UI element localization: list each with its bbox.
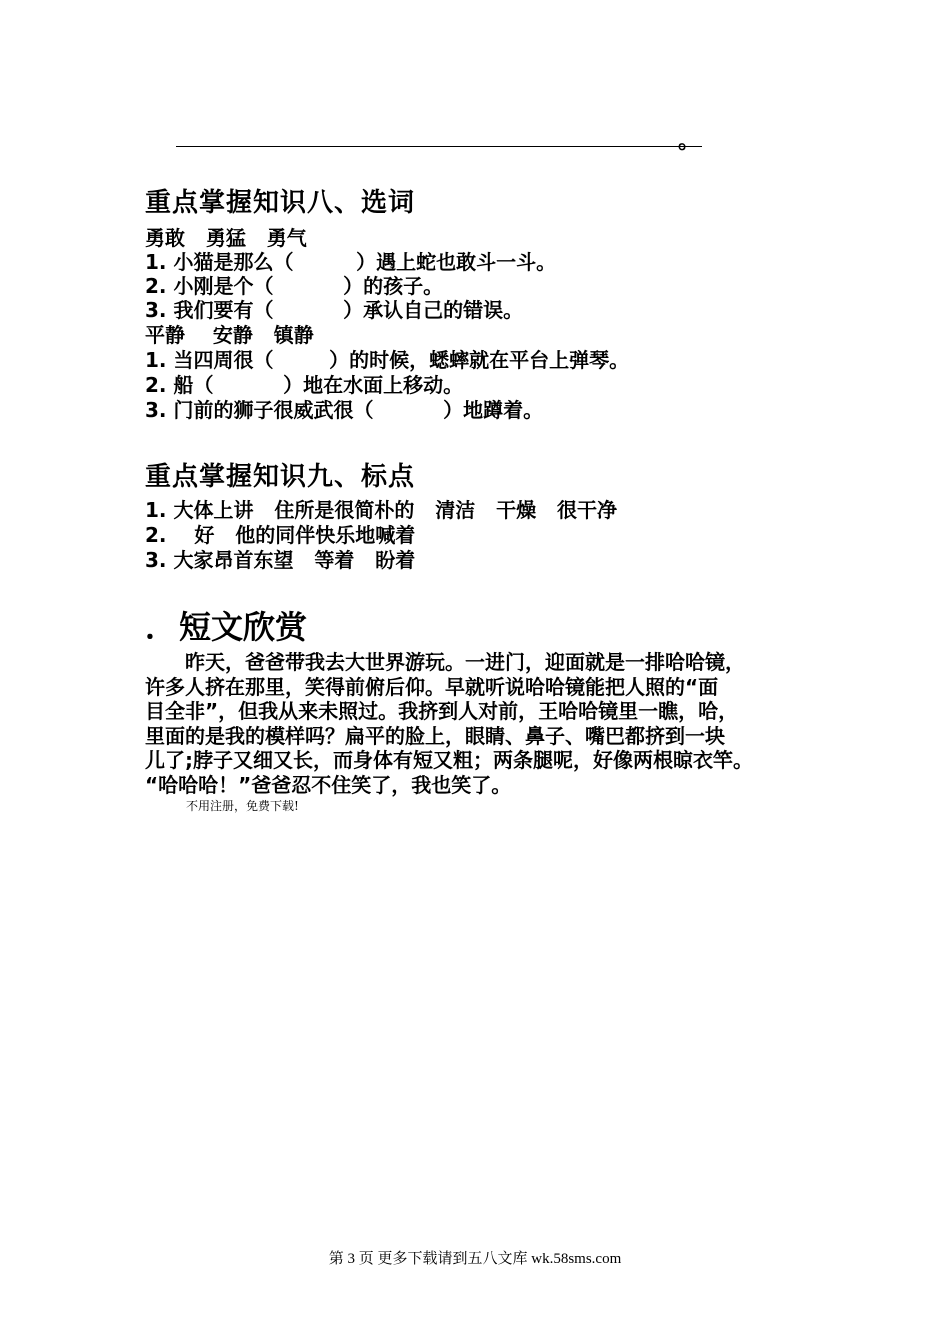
section8-group2-item-1: 1. 当四周很（ ）的时候，蟋蟀就在平台上弹琴。 (145, 348, 630, 372)
section8-group1-item-1: 1. 小猫是那么（ ）遇上蛇也敢斗一斗。 (145, 250, 557, 274)
answer-period: 。 (678, 129, 701, 154)
section8-group2-item-2: 2. 船（ ）地在水面上移动。 (145, 373, 464, 397)
page-footer: 第 3 页 更多下载请到五八文库 wk.58sms.com (328, 1251, 622, 1267)
reading-line: 儿了;脖子又细又长，而身体有短又粗；两条腿呢，好像两根晾衣竿。 (145, 748, 753, 772)
section9-item-1: 1. 大体上讲 住所是很简朴的 清洁 干燥 很干净 (145, 498, 618, 522)
section8-group1-item-3: 3. 我们要有（ ）承认自己的错误。 (145, 298, 524, 322)
section9-item-2: 2. 好 他的同伴快乐地喊着 (145, 523, 416, 547)
section8-group1-item-2: 2. 小刚是个（ ）的孩子。 (145, 274, 444, 298)
section8-group2-words: 平静 安静 镇静 (145, 323, 314, 347)
section8-group1-words: 勇敢 勇猛 勇气 (145, 226, 307, 250)
reading-line: 昨天，爸爸带我去大世界游玩。一进门，迎面就是一排哈哈镜， (145, 650, 745, 674)
reading-bullet: ． (145, 608, 178, 646)
reading-paragraph (145, 650, 825, 797)
section8-title: 重点掌握知识八、选词 (145, 188, 416, 218)
reading-line: 许多人挤在那里，笑得前俯后仰。早就听说哈哈镜能把人照的“面 (145, 674, 719, 699)
reading-line: 里面的是我的模样吗？扁平的脸上，眼睛、鼻子、嘴巴都挤到一块 (145, 723, 725, 748)
reading-line: 目全非”，但我从来未照过。我挤到人对前，王哈哈镜里一瞧，哈， (145, 699, 739, 723)
reading-title-text: 短文欣赏 (179, 608, 308, 646)
section9-title: 重点掌握知识九、标点 (145, 462, 416, 492)
section8-group2-item-3: 3. 门前的狮子很威武很（ ）地蹲着。 (145, 398, 544, 422)
section9-item-3: 3. 大家昂首东望 等着 盼着 (145, 548, 416, 572)
download-note: 不用注册，免费下载! (186, 799, 299, 813)
answer-underline (176, 146, 702, 147)
reading-line: “哈哈哈！”爸爸忍不住笑了，我也笑了。 (145, 772, 512, 797)
reading-title (145, 602, 307, 648)
